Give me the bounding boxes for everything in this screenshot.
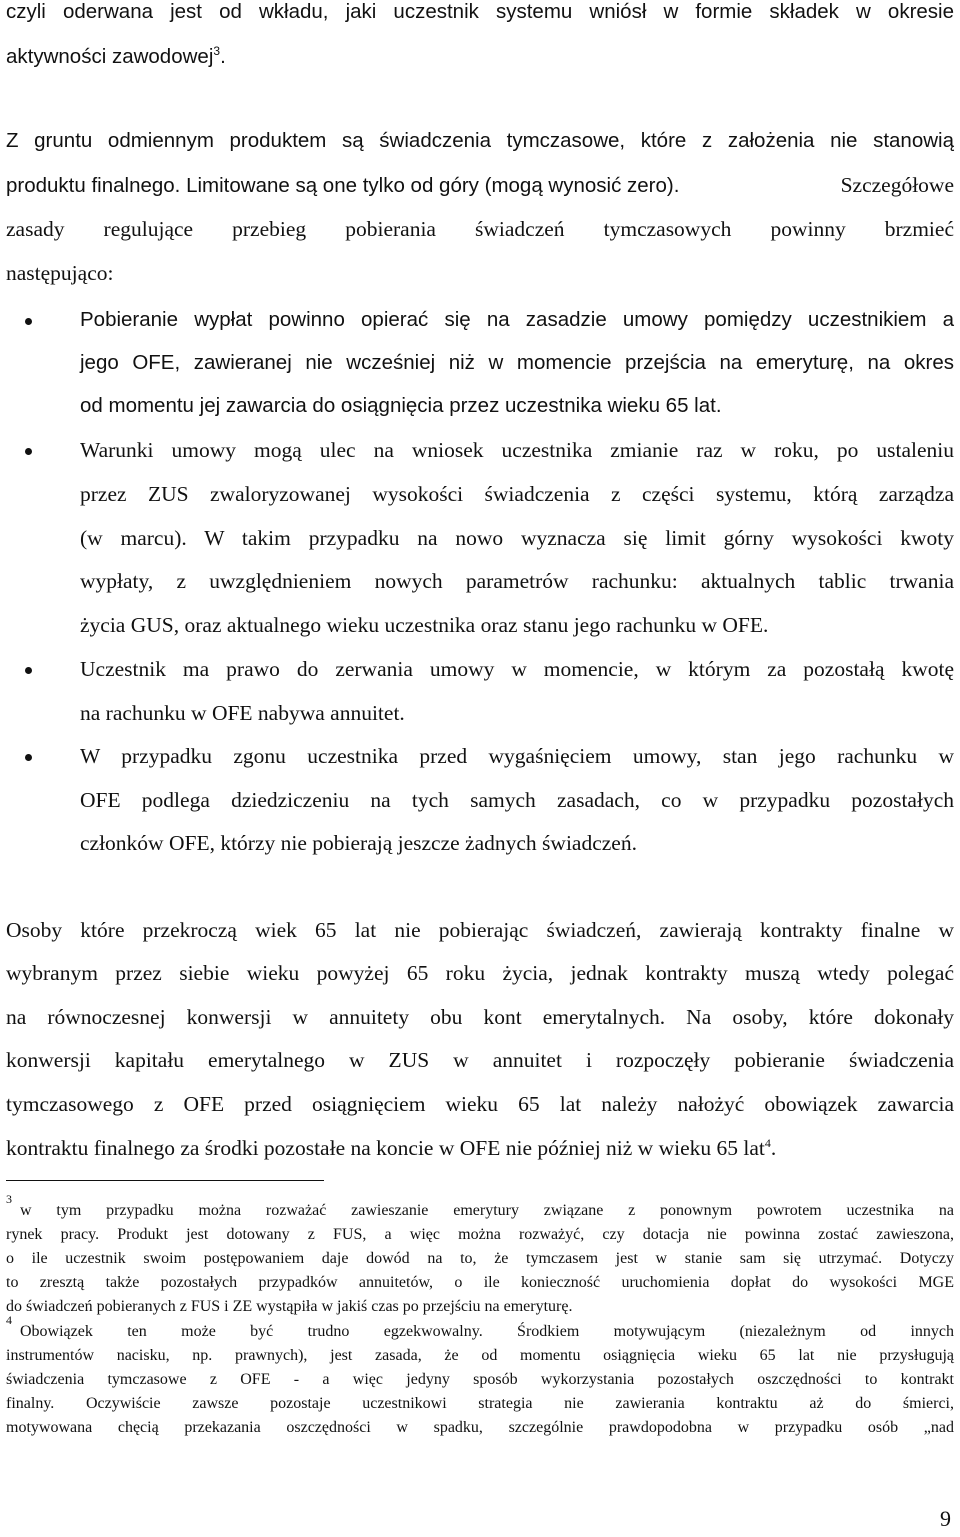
footnote-ref: 3 (213, 44, 221, 59)
bullet-line: od momentu jej zawarcia do osiągnięcia przez uczestnika wieku 65 lat. (80, 394, 722, 417)
body-line: na równoczesnej konwersji w annuitety obu kont emerytalnych. Na osoby, które dokonały (6, 1005, 954, 1029)
footnote-line: o ile uczestnik swoim postępowaniem daje dowód na to, że tymczasem jest w stanie sam się utrzymać. Dotyczy (6, 1250, 954, 1267)
footnote-line: instrumentów nacisku, np. prawnych), jest zasada, że od momentu osiągnięcia wieku 65 lat nie przysługują (6, 1347, 954, 1364)
footnote-line: motywowana chęcią przekazania oszczędności w spadku, szczególnie prawdopodobna w przypadku osób „nad (6, 1419, 954, 1436)
body-line: Osoby które przekroczą wiek 65 lat nie pobierając świadczeń, zawierają kontrakty finalne w (6, 918, 954, 942)
body-line: konwersji kapitału emerytalnego w ZUS w annuitet i rozpoczęły pobieranie świadczenia (6, 1048, 954, 1072)
bullet-line: Pobieranie wypłat powinno opierać się na zasadzie umowy pomiędzy uczestnikiem a (80, 308, 954, 331)
bullet-marker (25, 754, 32, 761)
footnote-line: w tym przypadku można rozważać zawieszanie emerytury związane z ponownym powrotem uczestnika na (20, 1202, 954, 1219)
footnote-ref: 4 (764, 1135, 771, 1150)
bullet-line: na rachunku w OFE nabywa annuitet. (80, 701, 405, 725)
body-text: produktu finalnego. Limitowane są one tylko od góry (mogą wynosić zero). (6, 174, 680, 197)
bullet-marker (25, 448, 32, 455)
body-text: aktywności zawodowej (6, 45, 214, 68)
page-number: 9 (940, 1506, 951, 1531)
footnote-line: rynek pracy. Produkt jest dotowany z FUS, a więc można rozważyć, czy dotacja nie powinna zostać zawieszona, (6, 1226, 954, 1243)
footnote-mark: 3 (6, 1192, 12, 1206)
body-text: Szczegółowe (840, 173, 954, 197)
body-line (6, 1135, 777, 1160)
bullet-line: życia GUS, oraz aktualnego wieku uczestnika oraz stanu jego rachunku w OFE. (80, 613, 769, 637)
body-line: czyli oderwana jest od wkładu, jaki uczestnik systemu wniósł w formie składek w okresie (6, 0, 954, 23)
body-text: . (770, 1136, 777, 1160)
footnote-line: do świadczeń pobieranych z FUS i ZE wystąpiła w jakiś czas po przejściu na emeryturę. (6, 1298, 573, 1315)
body-line: tymczasowego z OFE przed osiągnięciem wieku 65 lat należy nałożyć obowiązek zawarcia (6, 1092, 954, 1116)
footnote-mark: 4 (6, 1313, 12, 1327)
bullet-marker (25, 667, 32, 674)
footnote-line: świadczenia tymczasowe z OFE - a więc jedyny sposób wykorzystania pozostałych oszczędności to kontrakt (6, 1371, 954, 1388)
bullet-line: członków OFE, którzy nie pobierają jeszcze żadnych świadczeń. (80, 831, 637, 855)
bullet-line: przez ZUS zwaloryzowanej wysokości świadczenia z części systemu, którą zarządza (80, 482, 954, 506)
footnote-line: to zresztą także pozostałych przypadków annuitetów, o ile konieczność uruchomienia dopłat do wysokości MGE (6, 1274, 954, 1291)
bullet-line: wypłaty, z uwzględnieniem nowych parametrów rachunku: aktualnych tablic trwania (80, 569, 954, 593)
body-line: wybranym przez siebie wieku powyżej 65 roku życia, jednak kontrakty muszą wtedy polegać (6, 961, 954, 985)
footnote-separator (6, 1180, 324, 1181)
bullet-line: Warunki umowy mogą ulec na wniosek uczestnika zmianie raz w roku, po ustaleniu (80, 438, 954, 462)
body-text: . (220, 45, 226, 68)
footnote-line: finalny. Oczywiście zawsze pozostaje uczestnikowi strategia nie zawierania kontraktu aż do śmierci, (6, 1395, 954, 1412)
bullet-line: (w marcu). W takim przypadku na nowo wyznacza się limit górny wysokości kwoty (80, 526, 954, 550)
bullet-marker (25, 318, 32, 325)
bullet-line: W przypadku zgonu uczestnika przed wygaśnięciem umowy, stan jego rachunku w (80, 744, 954, 768)
body-text: kontraktu finalnego za środki pozostałe na koncie w OFE nie później niż w wieku 65 lat (6, 1136, 765, 1160)
body-line (6, 44, 226, 68)
body-line: następująco: (6, 261, 114, 285)
body-line: Z gruntu odmiennym produktem są świadczenia tymczasowe, które z założenia nie stanowią (6, 129, 954, 152)
body-line (6, 175, 954, 197)
bullet-line: Uczestnik ma prawo do zerwania umowy w momencie, w którym za pozostałą kwotę (80, 657, 954, 681)
body-line: zasady regulujące przebieg pobierania świadczeń tymczasowych powinny brzmieć (6, 217, 954, 241)
bullet-line: jego OFE, zawieranej nie wcześniej niż w momencie przejścia na emeryturę, na okres (80, 351, 954, 374)
bullet-line: OFE podlega dziedziczeniu na tych samych zasadach, co w przypadku pozostałych (80, 788, 954, 812)
footnote-line: Obowiązek ten może być trudno egzekwowalny. Środkiem motywującym (niezależnym od innych (20, 1323, 954, 1340)
